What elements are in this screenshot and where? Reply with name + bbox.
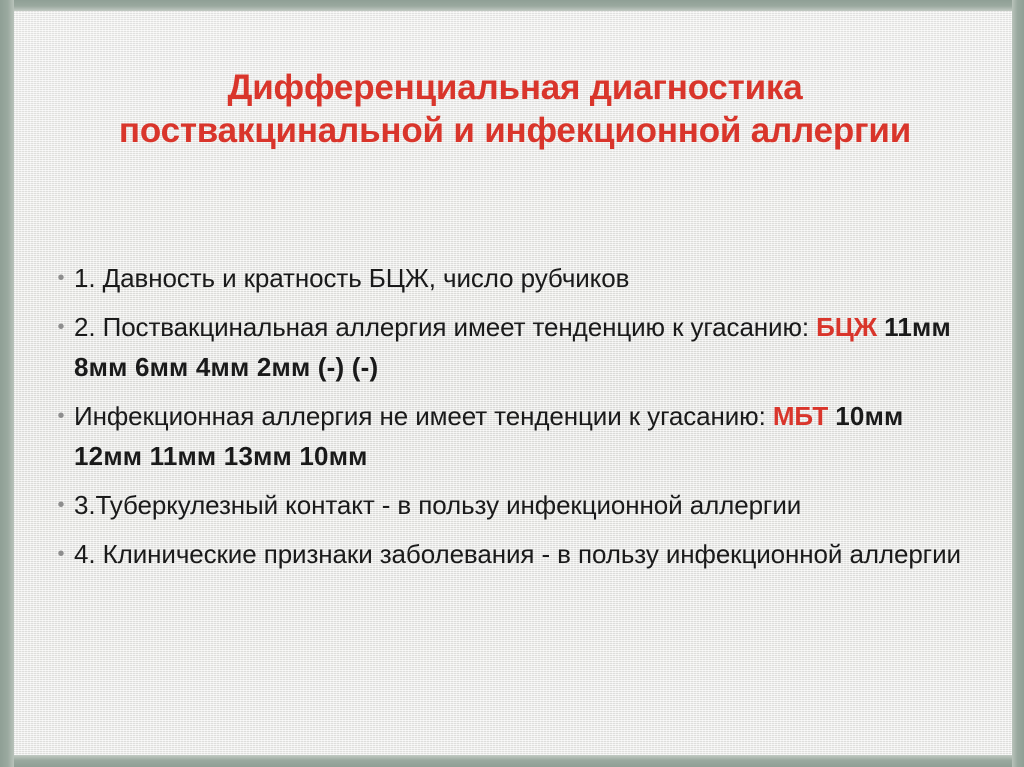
slide-border-top [0,0,1024,11]
measure-values: 11мм 8мм 6мм 4мм 2мм (-) (-) [74,312,951,382]
list-item [48,396,978,476]
measure-values: 10мм 12мм 11мм 13мм 10мм [74,401,904,471]
slide-border-right [1012,0,1024,767]
list-item-lead: 2. Поствакцинальная аллергия имеет тенденцию к угасанию: [74,312,817,342]
list-item [48,485,978,525]
bullet-dot-icon: • [57,316,65,338]
list-item-text [74,396,978,476]
list-item-text [74,307,978,387]
list-item [48,307,978,387]
bullet-dot-icon: • [57,543,65,565]
slide-border-bottom [0,755,1024,767]
list-item-text: 1. Давность и кратность БЦЖ, число рубчиков [74,263,630,293]
slide-title: Дифференциальная диагностика поствакцинальной и инфекционной аллергии [118,68,912,151]
list-item-text: 3.Туберкулезный контакт - в пользу инфекционной аллергии [74,490,802,520]
list-item-text: 4. Клинические признаки заболевания - в пользу инфекционной аллергии [74,539,961,569]
list-item [48,258,978,298]
list-item-lead: Инфекционная аллергия не имеет тенденции к угасанию: [74,401,773,431]
bullet-dot-icon: • [57,267,65,289]
bullet-dot-icon: • [57,494,65,516]
slide-bullet-list [48,258,978,583]
slide-border-left [0,0,14,767]
accent-label-mbt: МБТ [772,401,829,431]
bullet-dot-icon: • [57,405,65,427]
list-item [48,534,978,574]
accent-label-bcg: БЦЖ [816,312,878,342]
